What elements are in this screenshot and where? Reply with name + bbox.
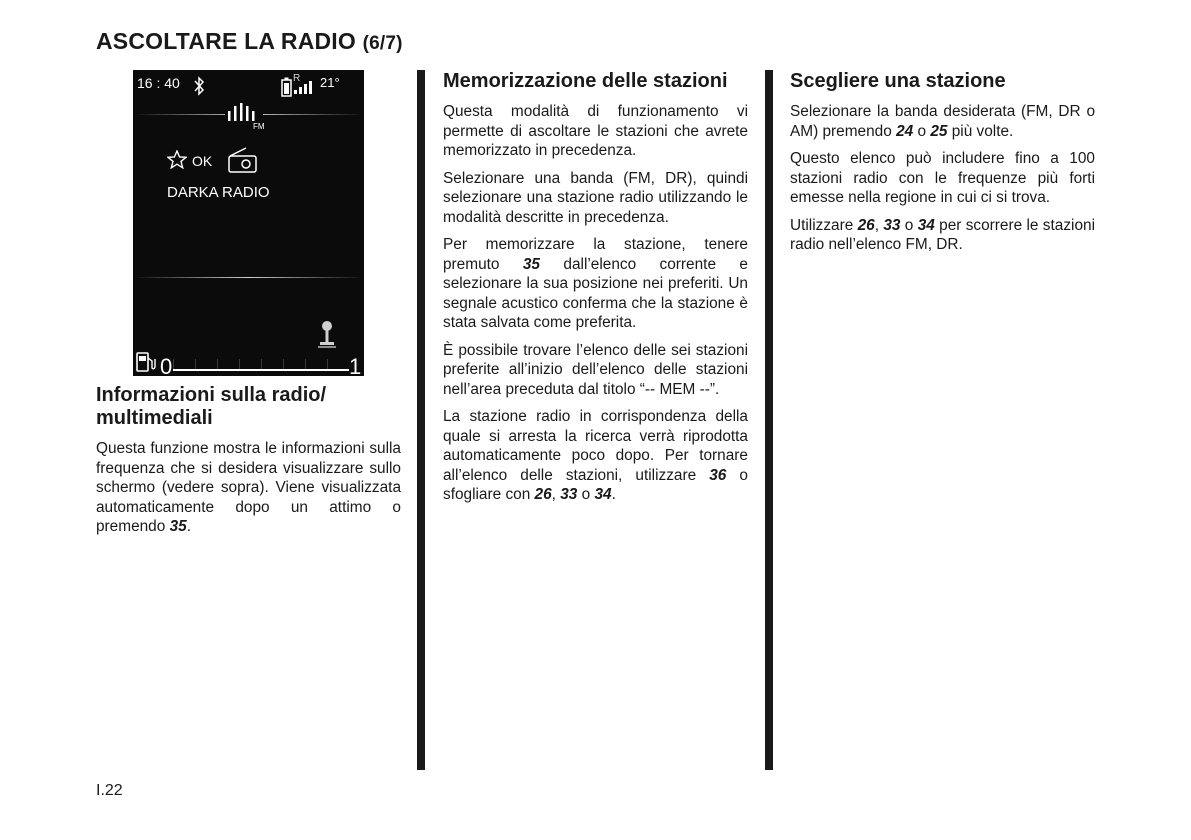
control-reference: 34	[594, 486, 612, 503]
gear-shift-icon	[317, 320, 337, 350]
display-band: FM	[253, 122, 265, 131]
paragraph: Questa funzione mostra le informazioni sulla frequenza che si desidera visualizzare sullo schermo (vedere sopra). Viene visualizzata automaticamente dopo un attimo o premendo 35.	[96, 440, 401, 535]
control-reference: 35	[169, 518, 187, 535]
column-divider	[765, 70, 773, 770]
control-reference: 33	[883, 216, 901, 234]
display-time: 16 : 40	[137, 75, 180, 91]
paragraph: Selezionare la banda desiderata (FM, DR o AM) premendo 24 o 25 più volte.	[790, 103, 1095, 140]
bluetooth-icon	[193, 76, 205, 96]
signal-strength-icon	[293, 79, 313, 95]
column-memorize-stations	[443, 70, 748, 513]
column-choose-station	[790, 70, 1095, 263]
control-reference: 26	[534, 486, 552, 503]
fuel-pump-icon	[135, 350, 157, 374]
paragraph: La stazione radio in corrispondenza della quale si arresta la ricerca verrà riprodotta automaticamente poco dopo. Per tornare all’elenco delle stazioni, utilizzare 36 o sfogliare con 26, 33 o 34.	[443, 408, 748, 503]
section-heading: Memorizzazione delle stazioni	[443, 70, 728, 92]
paragraph: Questo elenco può includere fino a 100 stazioni radio con le frequenze più forti emesse nella regione in cui ci si trova.	[790, 150, 1095, 206]
paragraph: Questa modalità di funzionamento vi permette di ascoltare le stazioni che avrete memorizzato in precedenza.	[443, 103, 748, 159]
column-divider	[417, 70, 425, 770]
display-station-name: DARKA RADIO	[167, 184, 270, 201]
fuel-gauge-bar	[173, 369, 349, 371]
display-ok-label: OK	[192, 153, 213, 169]
control-reference: 26	[857, 216, 875, 234]
fuel-gauge-min: 0	[160, 354, 173, 376]
paragraph: Selezionare una banda (FM, DR), quindi selezionare una stazione radio utilizzando le modalità descritte in precedenza.	[443, 169, 748, 226]
radio-icon	[227, 146, 259, 174]
paragraph: Utilizzare 26, 33 o 34 per scorrere le stazioni radio nell’elenco FM, DR.	[790, 216, 1095, 253]
display-temperature: 21°	[320, 75, 340, 90]
fuel-gauge-ticks	[173, 359, 349, 369]
page-number: I.22	[96, 782, 123, 799]
page-title	[96, 28, 403, 55]
control-reference: 24	[896, 122, 914, 140]
control-reference: 35	[522, 255, 540, 273]
column-radio-info	[96, 70, 401, 545]
paragraph: Per memorizzare la stazione, tenere premuto 35 dall’elenco corrente e selezionare la sua posizione nei preferiti. Un segnale acustico conferma che la stazione è stata salvata come preferita.	[443, 236, 748, 331]
page-title-main: ASCOLTARE LA RADIO	[96, 28, 356, 54]
control-reference: 36	[709, 466, 727, 484]
display-separator	[133, 277, 364, 278]
fuel-gauge-max: 1	[349, 354, 362, 376]
control-reference: 34	[917, 216, 935, 234]
control-reference: 25	[930, 122, 948, 140]
control-reference: 33	[560, 486, 578, 503]
section-heading: Scegliere una stazione	[790, 70, 1006, 92]
section-heading: Informazioni sulla radio/ multimediali	[96, 384, 327, 429]
paragraph: È possibile trovare l’elenco delle sei stazioni preferite all’inizio dell’elenco delle stazioni nell’area preceduta dal titolo “-- MEM --”.	[443, 341, 748, 398]
radio-mode-indicator: R	[293, 73, 301, 84]
dashboard-display-illustration	[133, 70, 364, 376]
battery-icon	[281, 77, 293, 97]
page-title-part: (6/7)	[362, 33, 403, 54]
star-icon	[167, 150, 187, 169]
